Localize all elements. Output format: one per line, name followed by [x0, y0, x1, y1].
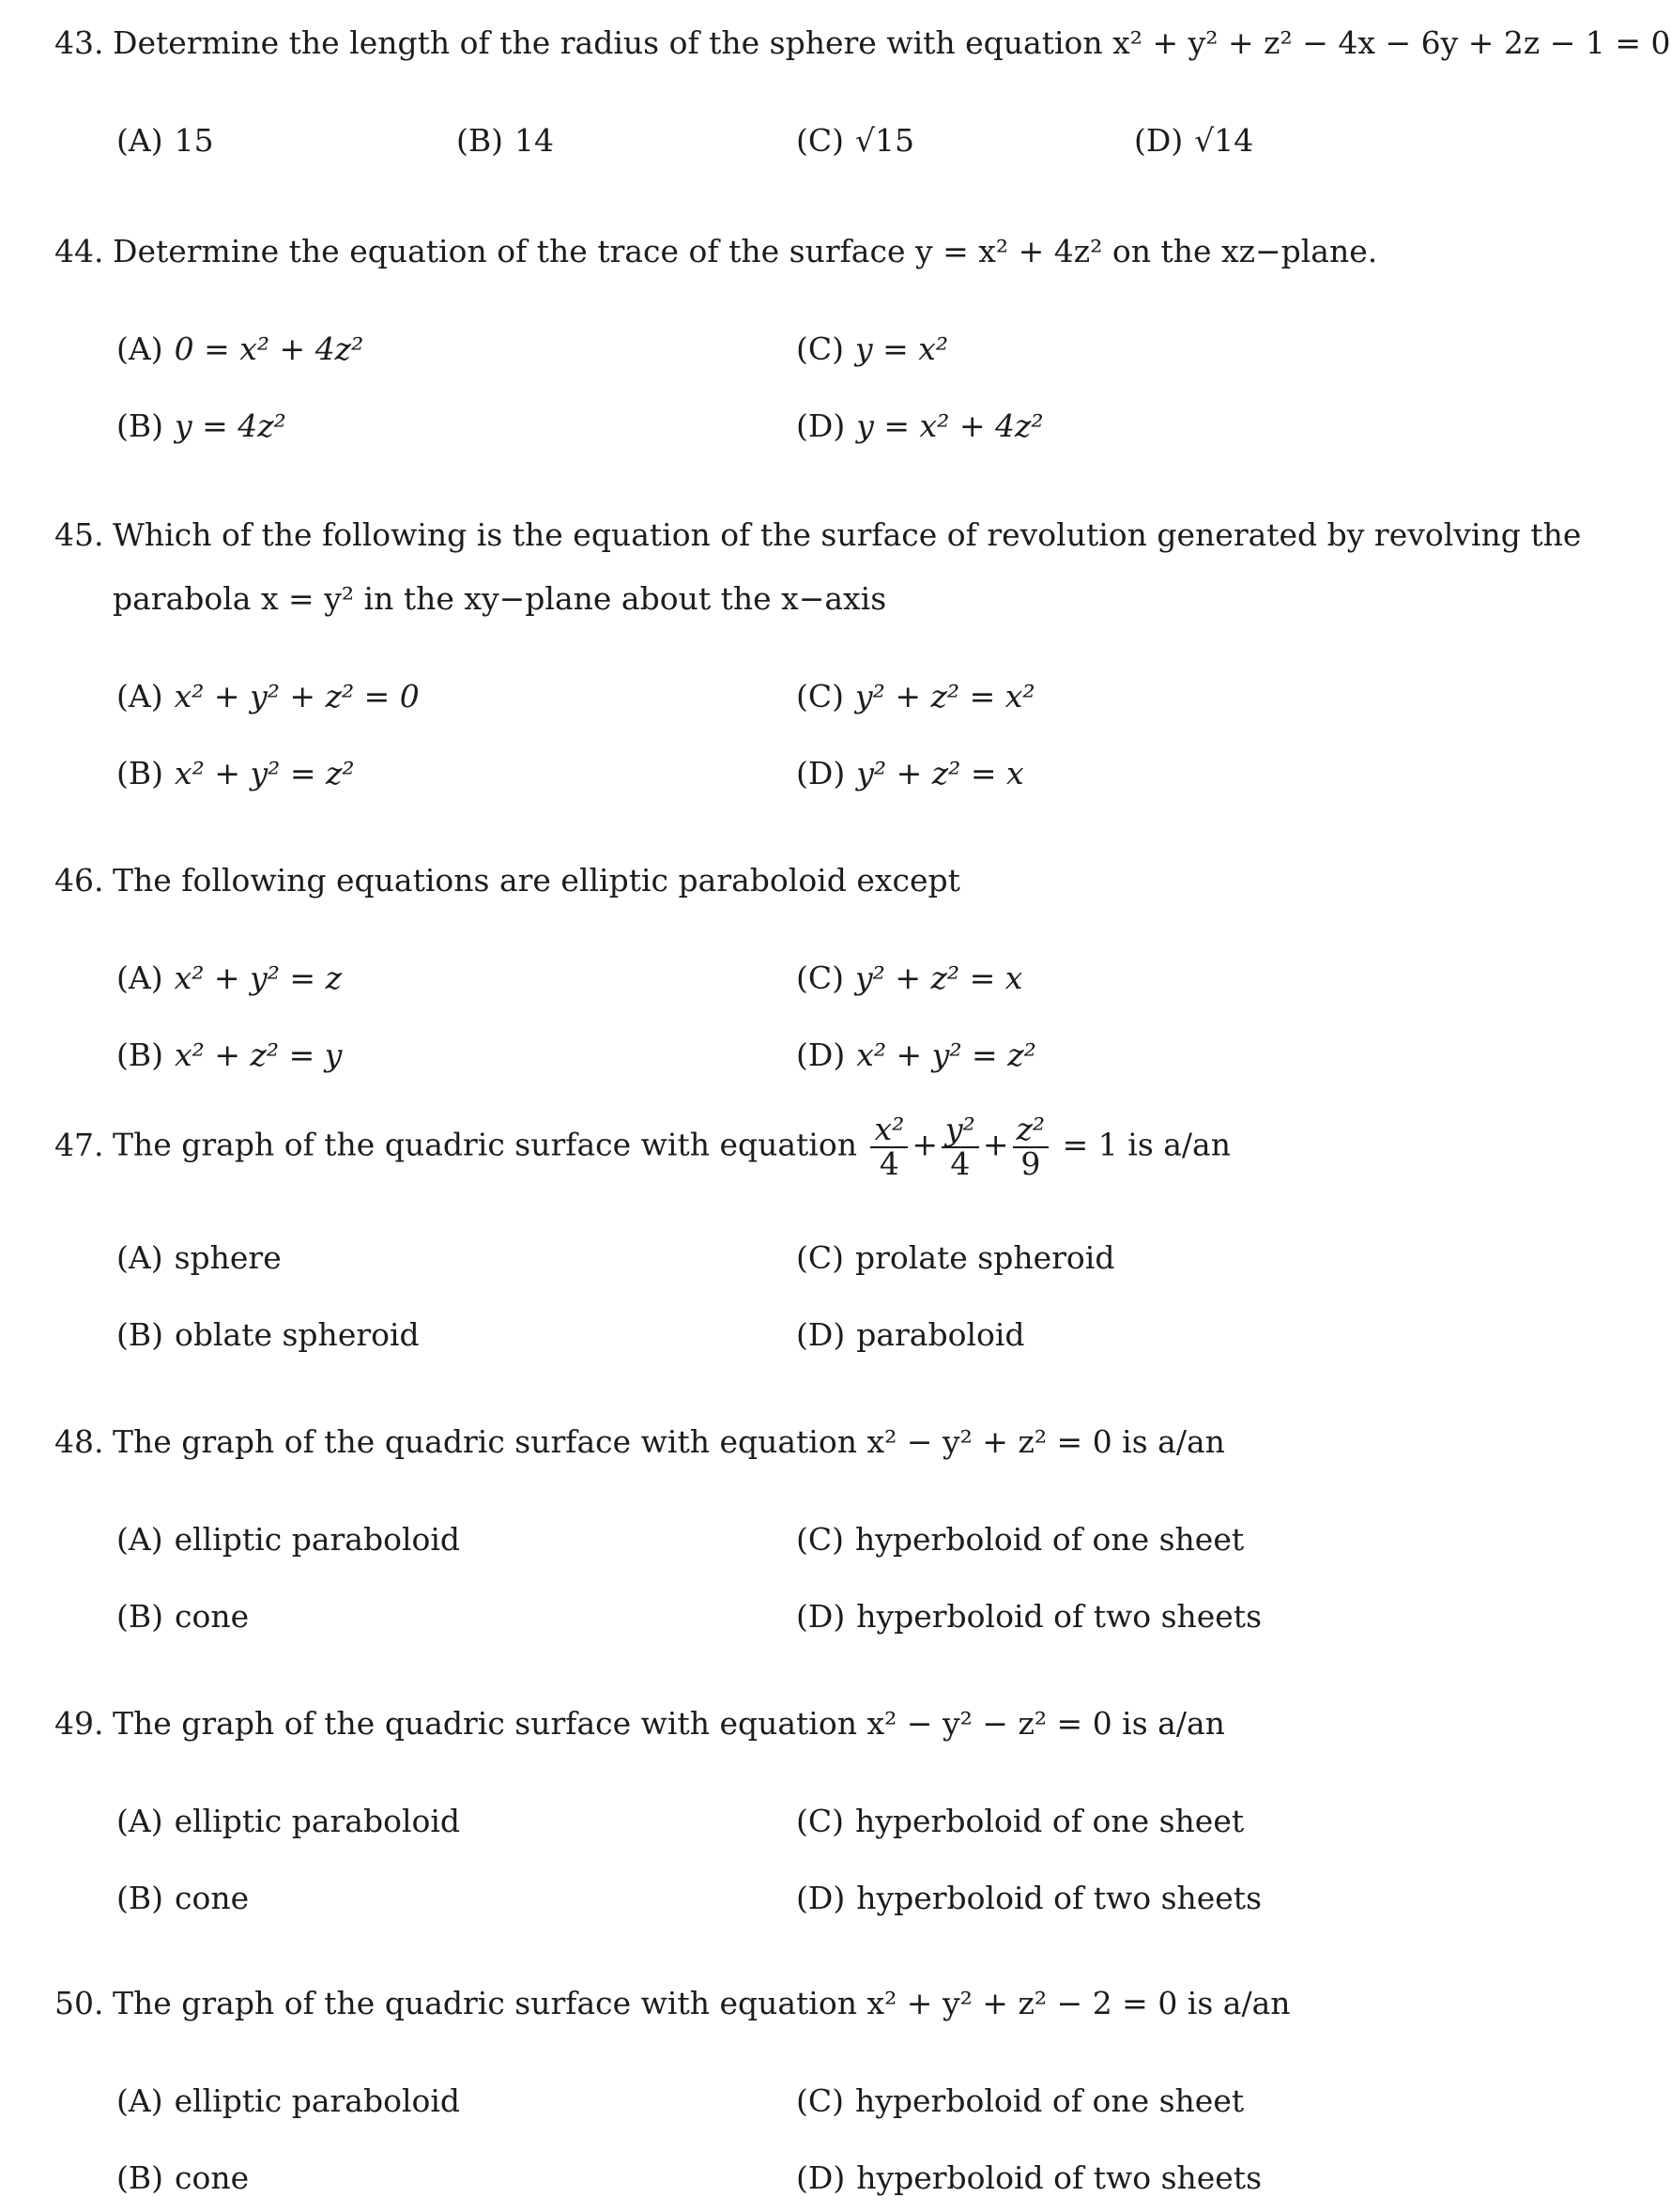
option-text: sphere: [174, 1239, 282, 1276]
question-number: 46.: [54, 862, 104, 899]
question-stem: [54, 1111, 1231, 1182]
option-b: [116, 1316, 420, 1353]
question-text-end: = 1 is a/an: [1062, 1126, 1231, 1163]
option-d: [796, 1316, 1025, 1353]
option-label: (B): [116, 1598, 163, 1635]
question-text: The graph of the quadric surface with equation x² − y² − z² = 0 is a/an: [113, 1705, 1225, 1742]
option-label: (D): [796, 1037, 846, 1073]
question-text-continued: parabola x = y² in the xy−plane about the x−axis: [113, 580, 887, 617]
fraction-z: [1013, 1111, 1050, 1182]
question-text: Determine the equation of the trace of the surface y = x² + 4z² on the xz−plane.: [113, 233, 1378, 269]
option-d: [796, 1880, 1262, 1916]
option-text: elliptic paraboloid: [174, 2082, 461, 2119]
option-b: [116, 755, 355, 791]
option-a: [116, 1803, 460, 1839]
question-stem: [54, 1423, 1225, 1460]
question-number: 43.: [54, 24, 104, 61]
option-label: (C): [796, 678, 844, 714]
option-label: (D): [1134, 122, 1184, 159]
option-b: [116, 1037, 342, 1073]
option-d: [796, 1037, 1036, 1073]
option-text: prolate spheroid: [855, 1239, 1115, 1276]
option-text: elliptic paraboloid: [174, 1521, 461, 1558]
option-label: (B): [116, 1037, 163, 1073]
option-c: [796, 1239, 1114, 1276]
option-label: (D): [796, 1316, 846, 1353]
question-number: 45.: [54, 516, 104, 553]
option-label: (B): [116, 407, 163, 444]
option-label: (B): [456, 122, 503, 159]
option-label: (A): [116, 330, 163, 367]
fraction-denominator: 9: [1020, 1144, 1041, 1182]
option-label: (D): [796, 1598, 846, 1635]
option-label: (C): [796, 1239, 844, 1276]
option-label: (D): [796, 1880, 846, 1916]
option-label: (B): [116, 2159, 163, 2196]
option-c: [796, 330, 948, 367]
option-text: √14: [1194, 122, 1254, 159]
plus-sign: +: [982, 1126, 1009, 1163]
plus-sign: +: [912, 1126, 938, 1163]
option-label: (B): [116, 1880, 163, 1916]
option-d: [796, 1598, 1262, 1635]
option-text: y² + z² = x²: [855, 678, 1035, 714]
option-label: (A): [116, 1239, 163, 1276]
option-text: x² + y² = z: [174, 960, 342, 996]
option-c: [796, 678, 1035, 714]
option-label: (C): [796, 1803, 844, 1839]
fraction-numerator: z²: [1013, 1114, 1050, 1148]
option-text: oblate spheroid: [175, 1316, 420, 1353]
question-number: 50.: [54, 1985, 104, 2021]
option-label: (C): [796, 960, 844, 996]
option-label: (D): [796, 2159, 846, 2196]
question-text: The graph of the quadric surface with equation: [113, 1126, 857, 1163]
option-text: paraboloid: [856, 1316, 1025, 1353]
question-text: The following equations are elliptic paraboloid except: [113, 862, 960, 899]
option-label: (C): [796, 330, 844, 367]
fraction-x: [870, 1111, 908, 1182]
option-d: [796, 2159, 1262, 2196]
option-a: [116, 1521, 460, 1558]
option-b: [116, 407, 286, 444]
option-text: hyperboloid of two sheets: [856, 1880, 1263, 1916]
option-c: [796, 1521, 1244, 1558]
option-text: 15: [174, 122, 214, 159]
option-label: (C): [796, 122, 844, 159]
fraction-denominator: 4: [950, 1144, 971, 1182]
option-text: x² + y² = z²: [175, 755, 355, 791]
option-text: elliptic paraboloid: [174, 1803, 461, 1839]
question-stem: [54, 1985, 1291, 2021]
option-text: y = x² + 4z²: [856, 407, 1044, 444]
option-text: y = x²: [855, 330, 949, 367]
option-a: [116, 330, 363, 367]
option-text: x² + y² = z²: [856, 1037, 1036, 1073]
question-stem: [54, 516, 1581, 553]
option-label: (A): [116, 1803, 163, 1839]
option-label: (B): [116, 1316, 163, 1353]
question-stem: [54, 24, 1671, 61]
option-c: [796, 960, 1022, 996]
option-label: (A): [116, 2082, 163, 2119]
option-b: [456, 122, 554, 159]
question-stem: [54, 1705, 1225, 1742]
option-a: [116, 2082, 460, 2119]
option-text: cone: [175, 2159, 250, 2196]
option-b: [116, 1598, 249, 1635]
question-number: 49.: [54, 1705, 104, 1742]
option-text: y² + z² = x: [856, 755, 1024, 791]
option-text: x² + z² = y: [175, 1037, 343, 1073]
option-b: [116, 2159, 249, 2196]
option-label: (D): [796, 755, 846, 791]
option-d: [796, 407, 1044, 444]
option-text: hyperboloid of two sheets: [856, 2159, 1263, 2196]
option-text: hyperboloid of one sheet: [855, 1521, 1245, 1558]
option-d: [796, 755, 1024, 791]
option-label: (C): [796, 1521, 844, 1558]
option-text: y² + z² = x: [855, 960, 1023, 996]
option-label: (A): [116, 122, 163, 159]
question-stem: [54, 233, 1377, 269]
option-text: cone: [175, 1880, 250, 1916]
option-text: hyperboloid of one sheet: [855, 2082, 1245, 2119]
option-text: cone: [175, 1598, 250, 1635]
option-text: √15: [855, 122, 915, 159]
question-number: 48.: [54, 1423, 104, 1460]
fraction-y: [942, 1111, 979, 1182]
option-text: x² + y² + z² = 0: [174, 678, 420, 714]
option-text: 14: [514, 122, 554, 159]
question-number: 44.: [54, 233, 104, 269]
question-text: Which of the following is the equation of the surface of revolution generated by revolving the: [113, 516, 1582, 553]
fraction-numerator: y²: [942, 1114, 979, 1148]
option-a: [116, 1239, 282, 1276]
option-b: [116, 1880, 249, 1916]
fraction-denominator: 4: [879, 1144, 899, 1182]
option-c: [796, 1803, 1244, 1839]
option-text: y = 4z²: [175, 407, 286, 444]
option-d: [1134, 122, 1253, 159]
option-text: 0 = x² + 4z²: [174, 330, 364, 367]
question-text: The graph of the quadric surface with equation x² − y² + z² = 0 is a/an: [113, 1423, 1225, 1460]
option-a: [116, 122, 214, 159]
fraction-numerator: x²: [870, 1114, 908, 1148]
option-label: (B): [116, 755, 163, 791]
option-c: [796, 2082, 1244, 2119]
option-text: hyperboloid of one sheet: [855, 1803, 1245, 1839]
question-number: 47.: [54, 1126, 104, 1163]
option-label: (A): [116, 960, 163, 996]
option-label: (C): [796, 2082, 844, 2119]
option-a: [116, 960, 342, 996]
question-text: Determine the length of the radius of the sphere with equation x² + y² + z² − 4x − 6y + 2z − 1 = 0: [113, 24, 1671, 61]
option-label: (A): [116, 678, 163, 714]
option-label: (D): [796, 407, 846, 444]
option-c: [796, 122, 914, 159]
question-stem: [54, 862, 960, 899]
option-text: hyperboloid of two sheets: [856, 1598, 1263, 1635]
option-a: [116, 678, 420, 714]
option-label: (A): [116, 1521, 163, 1558]
question-text: The graph of the quadric surface with equation x² + y² + z² − 2 = 0 is a/an: [113, 1985, 1291, 2021]
